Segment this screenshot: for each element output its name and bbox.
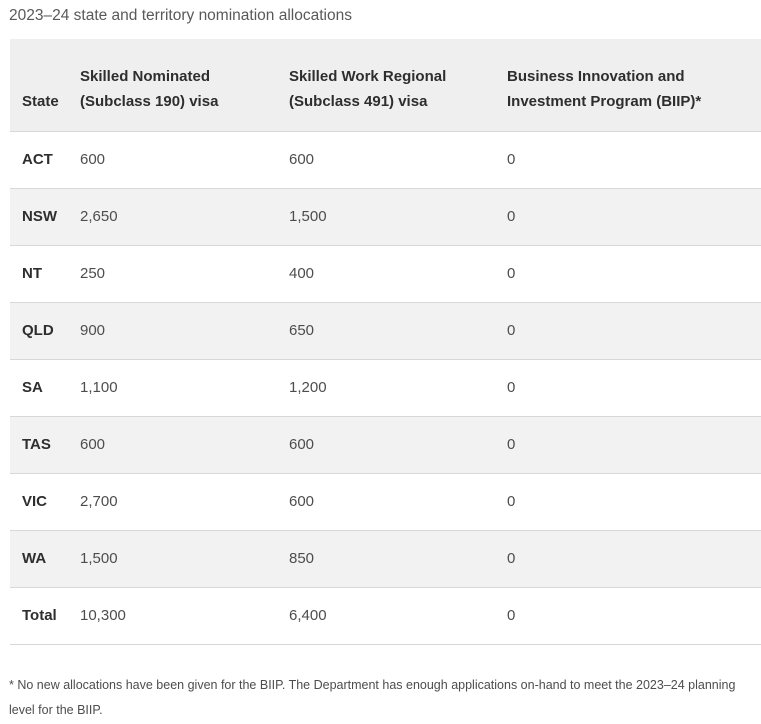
value-cell-biip: 0	[495, 474, 761, 531]
total-value-cell-subclass-491: 6,400	[277, 588, 495, 645]
value-cell-subclass-491: 600	[277, 474, 495, 531]
value-cell-subclass-491: 1,200	[277, 360, 495, 417]
total-value-cell-biip: 0	[495, 588, 761, 645]
table-row-qld	[10, 303, 761, 360]
value-cell-biip: 0	[495, 132, 761, 189]
column-header-state: State	[10, 39, 68, 132]
value-cell-subclass-491: 650	[277, 303, 495, 360]
value-cell-biip: 0	[495, 246, 761, 303]
state-cell: VIC	[10, 474, 68, 531]
state-cell: QLD	[10, 303, 68, 360]
value-cell-subclass-491: 850	[277, 531, 495, 588]
table-header-row	[10, 39, 761, 132]
state-cell: ACT	[10, 132, 68, 189]
value-cell-subclass-190: 250	[68, 246, 277, 303]
table-row-total	[10, 588, 761, 645]
table-row-act	[10, 132, 761, 189]
column-header-subclass-491: Skilled Work Regional (Subclass 491) visa	[277, 39, 495, 132]
page-title: 2023–24 state and territory nomination allocations	[9, 7, 352, 24]
table-row-wa	[10, 531, 761, 588]
value-cell-subclass-491: 1,500	[277, 189, 495, 246]
value-cell-subclass-190: 2,700	[68, 474, 277, 531]
state-cell: NSW	[10, 189, 68, 246]
column-header-subclass-190: Skilled Nominated (Subclass 190) visa	[68, 39, 277, 132]
table-row-sa	[10, 360, 761, 417]
table-row-nsw	[10, 189, 761, 246]
value-cell-biip: 0	[495, 303, 761, 360]
value-cell-biip: 0	[495, 189, 761, 246]
value-cell-subclass-491: 600	[277, 417, 495, 474]
total-label-cell: Total	[10, 588, 68, 645]
value-cell-subclass-491: 600	[277, 132, 495, 189]
value-cell-biip: 0	[495, 531, 761, 588]
state-cell: TAS	[10, 417, 68, 474]
total-value-cell-subclass-190: 10,300	[68, 588, 277, 645]
value-cell-subclass-190: 600	[68, 132, 277, 189]
state-cell: NT	[10, 246, 68, 303]
value-cell-biip: 0	[495, 360, 761, 417]
biip-footnote: * No new allocations have been given for the BIIP. The Department has enough applications on-hand to meet the 2023–24 planning level for the BIIP.	[9, 678, 736, 717]
value-cell-subclass-190: 600	[68, 417, 277, 474]
value-cell-subclass-190: 1,100	[68, 360, 277, 417]
table-row-vic	[10, 474, 761, 531]
value-cell-subclass-190: 900	[68, 303, 277, 360]
nomination-allocations-table	[10, 39, 761, 645]
state-cell: SA	[10, 360, 68, 417]
column-header-biip: Business Innovation and Investment Program (BIIP)*	[495, 39, 761, 132]
table-row-tas	[10, 417, 761, 474]
state-cell: WA	[10, 531, 68, 588]
table-row-nt	[10, 246, 761, 303]
value-cell-subclass-491: 400	[277, 246, 495, 303]
value-cell-subclass-190: 1,500	[68, 531, 277, 588]
value-cell-biip: 0	[495, 417, 761, 474]
value-cell-subclass-190: 2,650	[68, 189, 277, 246]
